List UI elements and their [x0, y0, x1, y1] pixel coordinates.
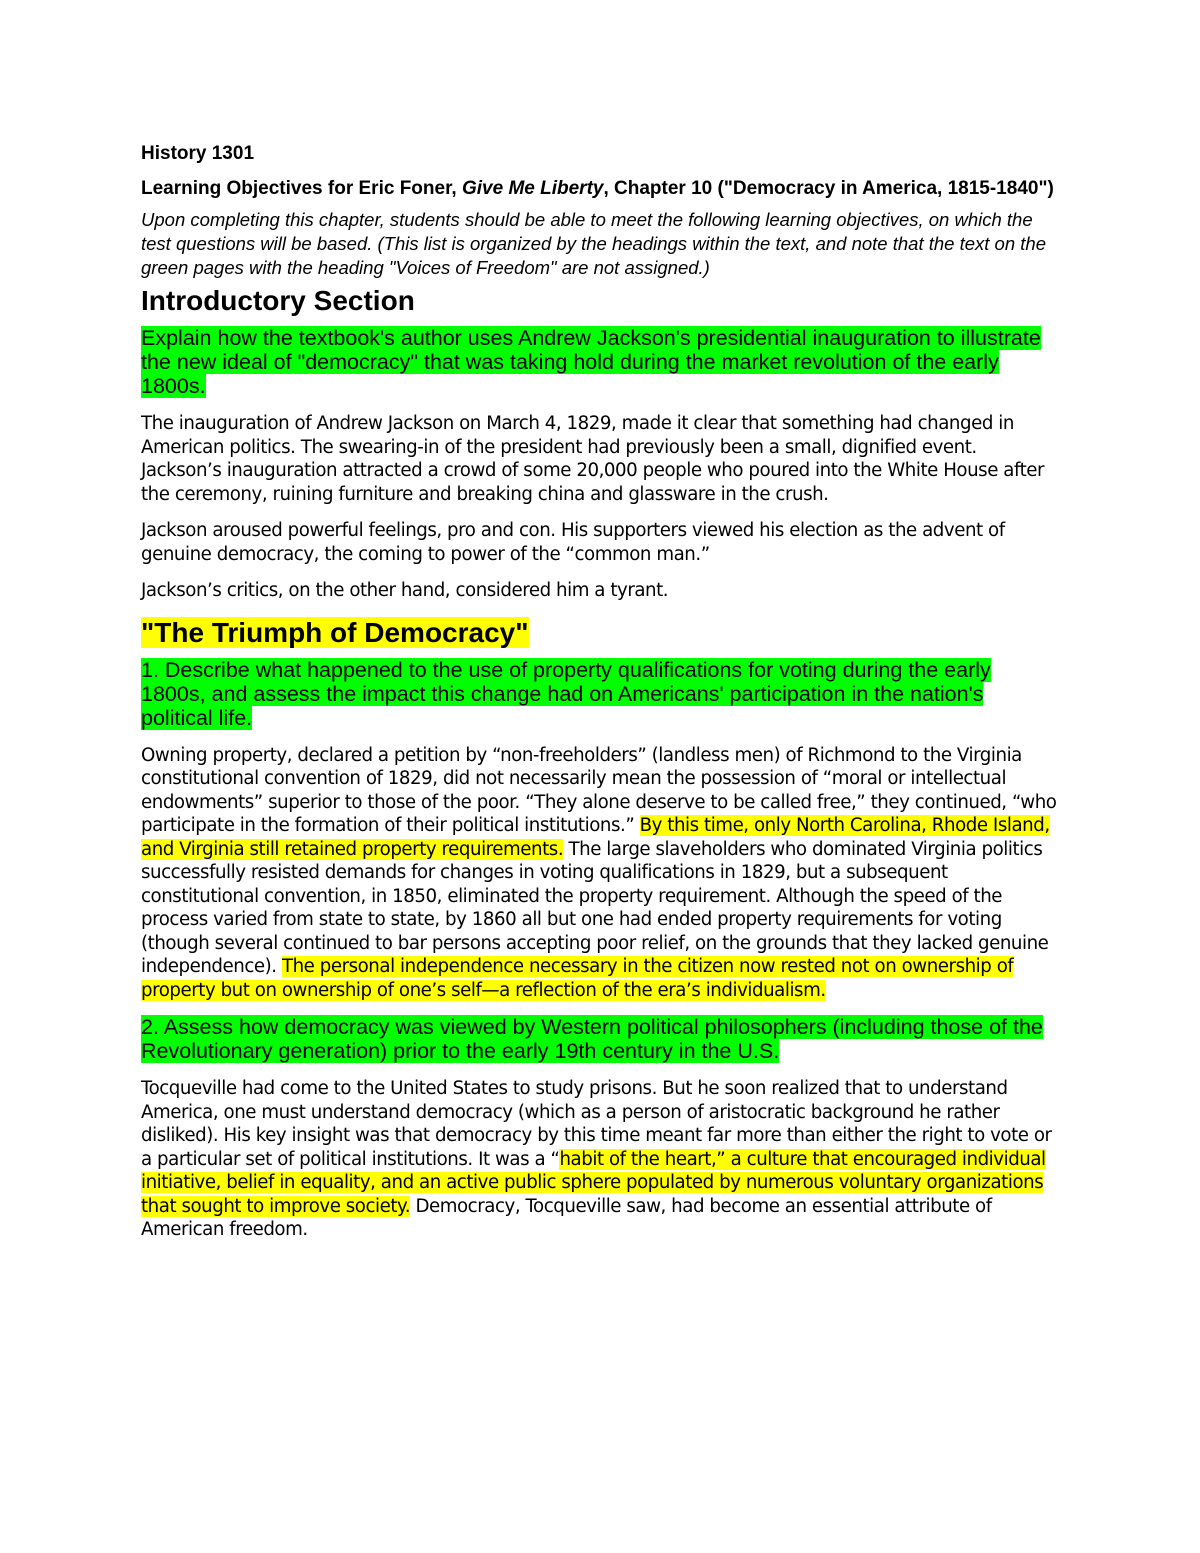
section-heading-introductory — [141, 284, 1061, 318]
section-heading-text: Introductory Section — [141, 285, 415, 316]
highlighted-text: By this time, only North Carolina, Rhode Island, and Virginia still retained property requirements. — [141, 815, 1050, 860]
paragraph-property-requirements — [141, 744, 1061, 1003]
book-title: Give Me Liberty — [461, 178, 604, 199]
text-run: Owning property, declared a petition by “non-freeholders” (landless men) of Richmond to the Virginia constitutional convention of 1829, did not necessarily mean the possession of “moral or intellectual endowments” superior to those of the poor. “They alone deserve to be called free,” they continued, “who participate in the formation of their political institutions.” — [141, 744, 1057, 836]
section-heading-triumph — [141, 616, 1061, 650]
objective-1 — [141, 658, 1061, 730]
intro-note: Upon completing this chapter, students should be able to meet the following learning objectives, on which the test questions will be based. (This list is organized by the headings within the text, and note that the text on the green pages with the heading "Voices of Freedom" are not assigned.) — [141, 209, 1046, 278]
objective-text: 2. Assess how democracy was viewed by Western political philosophers (including those of the Revolutionary generation) prior to the early 19th century in the U.S. — [141, 1015, 1043, 1063]
text-run: The large slaveholders who dominated Virginia politics successfully resisted demands for changes in voting qualifications in 1829, but a subsequent constitutional convention, in 1850, eliminated the property requirement. Although the speed of the process varied from state to state, by 1860 all but one had ended property requirements for voting (though several continued to bar persons accepting poor relief, on the grounds that they lacked genuine independence). — [141, 838, 1049, 977]
paragraph-tocqueville — [141, 1077, 1061, 1242]
lo-title-suffix: , Chapter 10 ("Democracy in America, 1815-1840") — [603, 178, 1054, 199]
text-run: Tocqueville had come to the United States to study prisons. But he soon realized that to understand America, one must understand democracy (which as a person of aristocratic background he rather disliked). His key insight was that democracy by this time meant far more than either the right to vote or a particular set of political institutions. It was a “ — [141, 1078, 1052, 1170]
document-page — [141, 138, 1061, 1255]
objective-2 — [141, 1015, 1061, 1063]
highlighted-text: habit of the heart,” a culture that encouraged individual initiative, belief in equality, and an active public sphere populated by numerous voluntary organizations that sought to improve society. — [141, 1148, 1046, 1217]
highlighted-text: The personal independence necessary in the citizen now rested not on ownership of property but on ownership of one’s self—a reflection of the era’s individualism. — [141, 956, 1014, 1001]
paragraph-jackson-critics: Jackson’s critics, on the other hand, considered him a tyrant. — [141, 580, 669, 601]
learning-objectives-title — [141, 176, 1061, 201]
paragraph-inauguration: The inauguration of Andrew Jackson on March 4, 1829, made it clear that something had changed in American politics. The swearing-in of the president had previously been a small, dignified event. Jackson’s inauguration attracted a crowd of some 20,000 people who poured into the White House after the ceremony, ruining furniture and breaking china and glassware in the crush. — [141, 413, 1045, 505]
course-title: History 1301 — [141, 143, 255, 164]
objective-text: Explain how the textbook's author uses Andrew Jackson's presidential inauguration to illustrate the new ideal of "democracy" that was taking hold during the market revolution of the early 1800s. — [141, 326, 1041, 398]
lo-title-prefix: Learning Objectives for Eric Foner, — [141, 178, 462, 199]
paragraph-jackson-feelings: Jackson aroused powerful feelings, pro and con. His supporters viewed his election as the advent of genuine democracy, the coming to power of the “common man.” — [141, 520, 1005, 565]
section-heading-text: "The Triumph of Democracy" — [141, 616, 529, 648]
text-run: Democracy, Tocqueville saw, had become an essential attribute of American freedom. — [141, 1195, 992, 1240]
objective-introductory — [141, 326, 1061, 398]
objective-text: 1. Describe what happened to the use of property qualifications for voting during the early 1800s, and assess the impact this change had on Americans' participation in the nation's political life. — [141, 657, 991, 730]
